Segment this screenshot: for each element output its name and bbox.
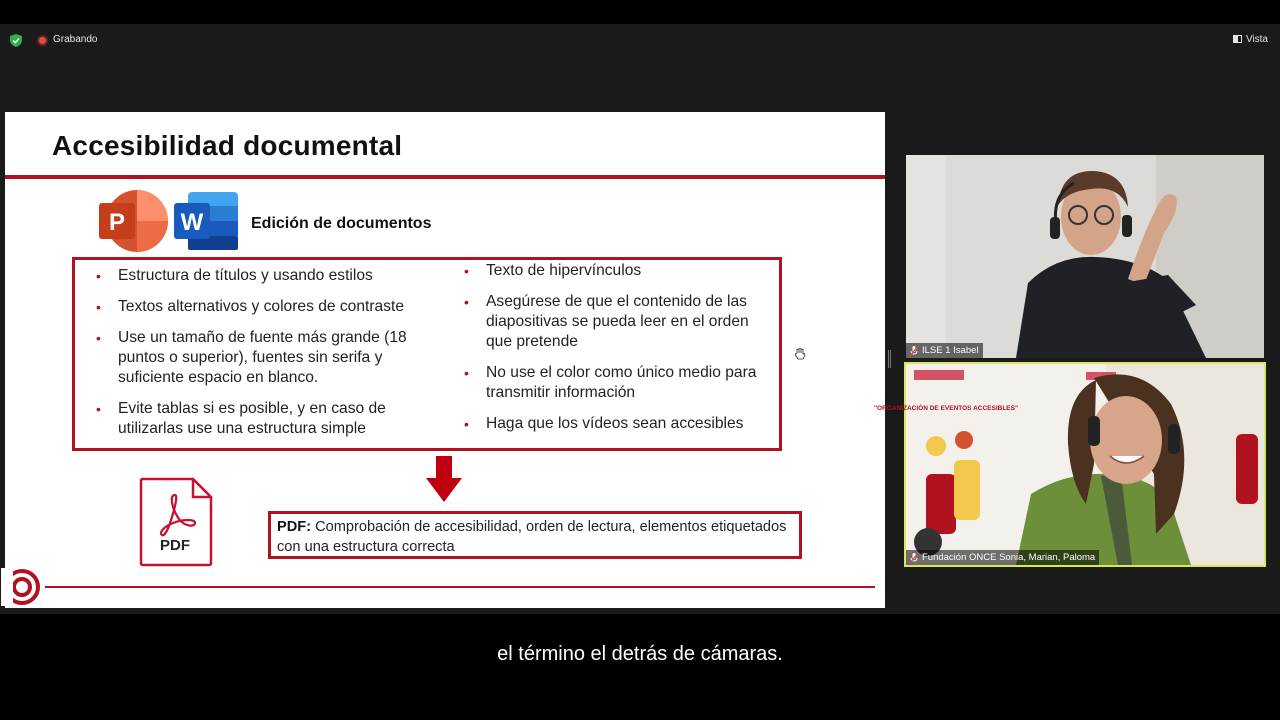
view-icon — [1233, 35, 1242, 43]
video-tile-interpreter[interactable] — [906, 155, 1264, 358]
list-item: • Asegúrese de que el contenido de las diapositivas se pueda leer en el orden que pretende — [459, 292, 777, 352]
recording-icon — [37, 35, 48, 46]
participant-name-tag — [906, 550, 1099, 565]
footer-divider — [45, 586, 875, 588]
powerpoint-icon — [99, 189, 169, 253]
mic-muted-icon — [910, 346, 918, 356]
hand-cursor-icon — [794, 348, 806, 360]
pdf-icon-label: PDF — [160, 537, 190, 554]
word-icon — [174, 192, 238, 250]
list-item: • Textos alternativos y colores de contraste — [91, 297, 433, 317]
mic-muted-icon — [910, 553, 918, 563]
tips-box — [72, 257, 782, 451]
participant-name: ILSE 1 Isabel — [922, 345, 979, 356]
slide-title: Accesibilidad documental — [52, 130, 403, 161]
list-item: • Evite tablas si es posible, y en caso de utilizarlas use una estructura simple — [91, 399, 433, 439]
section-label: Edición de documentos — [251, 215, 432, 232]
pdf-note — [268, 511, 802, 559]
pdf-icon — [139, 477, 213, 567]
title-divider — [5, 175, 885, 179]
fundacion-once-logo — [1, 568, 43, 606]
interpreter-video-frame — [906, 155, 1264, 358]
panel-resize-handle[interactable] — [888, 350, 891, 368]
participant-name: Fundación ONCE Sonia, Marian, Paloma — [922, 552, 1096, 563]
speaker-video-frame — [873, 364, 1264, 565]
recording-label: Grabando — [53, 34, 98, 45]
view-label: Vista — [1245, 33, 1268, 45]
word-letter: W — [180, 209, 204, 236]
poster-title: "ORGANIZACIÓN DE EVENTOS ACCESIBLES" — [873, 405, 1019, 412]
tips-left-list — [91, 266, 433, 450]
tips-right-list — [459, 261, 777, 445]
pdf-note-label: PDF: — [277, 519, 312, 535]
view-button[interactable] — [1233, 32, 1268, 46]
list-item: • No use el color como único medio para transmitir información — [459, 363, 777, 403]
pdf-note-text: Comprobación de accesibilidad, orden de lectura, elementos etiquetados con una estructura correcta — [277, 519, 787, 555]
participant-name-tag — [906, 343, 983, 358]
shared-slide — [5, 112, 885, 608]
list-item: • Haga que los vídeos sean accesibles — [459, 414, 777, 434]
video-tile-active-speaker[interactable] — [873, 362, 1266, 567]
list-item: • Use un tamaño de fuente más grande (18 puntos o superior), fuentes sin serifa y suficiente espacio en blanco. — [91, 328, 433, 388]
list-item: • Texto de hipervínculos — [459, 261, 777, 281]
arrow-down-icon — [426, 456, 462, 502]
list-item: • Estructura de títulos y usando estilos — [91, 266, 433, 286]
live-caption: el término el detrás de cámaras. — [497, 643, 783, 665]
powerpoint-letter: P — [108, 209, 126, 236]
shield-icon — [10, 34, 22, 47]
